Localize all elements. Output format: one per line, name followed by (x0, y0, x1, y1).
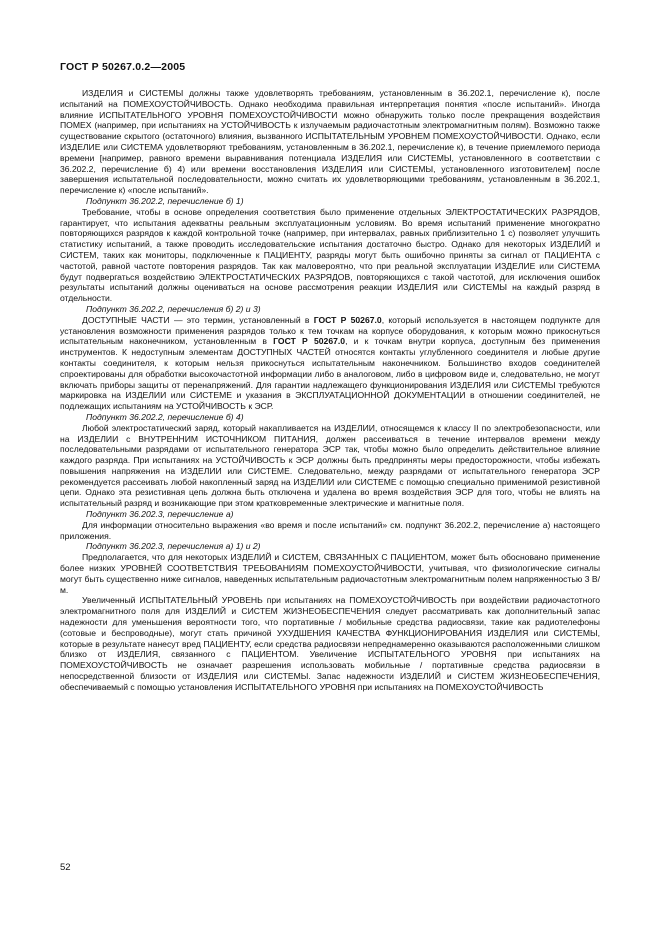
body-paragraph (60, 520, 600, 542)
paragraph-text: , который используется в настоящем подпункте для установления возможности применения разрядов только к тем точкам на корпусе оборудования, к которым можно прикоснуться испытательным наконечником, установленным в (60, 314, 600, 347)
subclause-reference: Подпункт 36.202.2, перечисление б) 1) (86, 195, 244, 206)
paragraph-text: Для информации относительно выражения «во время и после испытаний» см. подпункт 36.202.2, перечисление а) настоящего приложения. (60, 519, 600, 541)
document-header: ГОСТ Р 50267.0.2—2005 (60, 61, 186, 73)
body-paragraph (60, 315, 600, 412)
subclause-reference: Подпункт 36.202.3, перечисления а) 1) и 2) (86, 541, 261, 552)
body-paragraph (60, 207, 600, 304)
paragraph-text: Любой электростатический заряд, который накапливается на ИЗДЕЛИИ, относящемся к классу II по электробезопасности, или на ИЗДЕЛИИ с ВНУТРЕННИМ ИСТОЧНИКОМ ПИТАНИЯ, должен рассеиваться в течение интервалов времени между последовательными разрядами от испытательного генератора ЭСР так, чтобы можно было определить действительное влияние каждого разряда. При испытаниях на УСТОЙЧИВОСТЬ к ЭСР должны быть предприняты меры предосторожности, чтобы избежать повышения напряжения на ИЗДЕЛИИ или СИСТЕМЕ. Следовательно, между разрядами от испытательного генератора ЭСР рекомендуется рассеивать любой накопленный заряд на ИЗДЕЛИИ или СИСТЕМЕ с помощью специально применимой резистивной цепи. Однако эта резистивная цепь должна быть отключена и удалена во время воздействия ЭСР для того, чтобы не влиять на испытательный разряд и возникающие при этом кратковременные электрические и магнитные поля. (60, 422, 600, 509)
paragraph-text: Увеличенный ИСПЫТАТЕЛЬНЫЙ УРОВЕНЬ при испытаниях на ПОМЕХОУСТОЙЧИВОСТЬ при воздействии радиочастотного электромагнитного поля для ИЗДЕЛИЙ и СИСТЕМ ЖИЗНЕОБЕСПЕЧЕНИЯ следует рассматривать как дополнительный запас надежности для уменьшения вероятности того, что портативные / мобильные средства радиосвязи, такие как радиотелефоны (сотовые и беспроводные), могут стать причиной УХУДШЕНИЯ КАЧЕСТВА ФУНКЦИОНИРОВАНИЯ ИЗДЕЛИЯ или СИСТЕМЫ, которые в результате нанесут вред ПАЦИЕНТУ, если средства радиосвязи непреднамеренно оказываются расположенными слишком близко от ИЗДЕЛИЯ, связанного с ПАЦИЕНТОМ. Увеличение ИСПЫТАТЕЛЬНОГО УРОВНЯ при испытаниях на ПОМЕХОУСТОЙЧИВОСТЬ не означает разрешения использовать мобильные / портативные средства радиосвязи в непосредственной близости от ИЗДЕЛИЯ или СИСТЕМЫ. Запас надежности ИЗДЕЛИЙ и СИСТЕМ ЖИЗНЕОБЕСПЕЧЕНИЯ, обеспечиваемый с помощью установления ИСПЫТАТЕЛЬНОГО УРОВНЯ при испытаниях на ПОМЕХОУСТОЙЧИВОСТЬ (60, 595, 600, 692)
subclause-reference: Подпункт 36.202.2, перечисление б) 4) (86, 411, 244, 422)
subclause-reference: Подпункт 36.202.2, перечисления б) 2) и 3) (86, 303, 261, 314)
paragraph-text: ДОСТУПНЫЕ ЧАСТИ — это термин, установленный в (82, 314, 314, 325)
page-number: 52 (60, 862, 71, 873)
body-paragraph (60, 595, 600, 692)
document-body (60, 88, 600, 693)
paragraph-text: ИЗДЕЛИЯ и СИСТЕМЫ должны также удовлетворять требованиям, установленным в 36.202.1, перечисление к), после испытаний на ПОМЕХОУСТОЙЧИВОСТЬ. Однако необходима правильная интерпретация понятия «после испытаний». Иногда влияние ИСПЫТАТЕЛЬНОГО УРОВНЯ ПОМЕХОУСТОЙЧИВОСТИ можно обнаружить только после прекращения воздействия ПОМЕХ (например, при испытаниях на УСТОЙЧИВОСТЬ к излучаемым радиочастотным электромагнитным полям). Возможно также существование скрытого (остаточного) влияния, вызванного ИСПЫТАТЕЛЬНЫМ УРОВНЕМ ПОМЕХОУСТОЙЧИВОСТИ. Однако, если ИЗДЕЛИЕ или СИСТЕМА удовлетворяют требованиям, установленным в 36.202.1, перечисление к), в течение приемлемого периода времени [например, равного времени выравнивания потенциала ИЗДЕЛИЯ или СИСТЕМЫ, установленного в соответствии с 36.202.2, перечисление б) 4) или времени восстановления ИЗДЕЛИЯ или СИСТЕМЫ, установленного изготовителем] после завершения испытательной последовательности, можно считать их удовлетворяющими требованиям, установленным в 36.202.1, перечисление к) «после испытаний». (60, 88, 600, 196)
subclause-reference: Подпункт 36.202.3, перечисление а) (86, 509, 234, 520)
body-paragraph (60, 88, 600, 196)
paragraph-text: Требование, чтобы в основе определения соответствия было применение отдельных ЭЛЕКТРОСТАТИЧЕСКИХ РАЗРЯДОВ, гарантирует, что испытания адекватны реальным эксплуатационным условиям. Во время испытаний применение многократно повторяющихся разрядов к каждой контрольной точке (например, при интервалах, равных приблизительно 1 с) позволяет улучшить статистику испытаний, а также проводить исследовательские испытания достаточно быстро. Однако для некоторых ИЗДЕЛИЙ и СИСТЕМ, таких как мониторы, подключенные к ПАЦИЕНТУ, разряды могут быть ошибочно приняты за сигнал от ПАЦИЕНТА с частотой, равной частоте повторения разрядов. Так как маловероятно, что при реальной эксплуатации ИЗДЕЛИЕ или СИСТЕМА будут подвергаться воздействию ЭЛЕКТРОСТАТИЧЕСКИХ РАЗРЯДОВ, повторяющихся с такой частотой, для исключения ошибок результаты испытаний должны оцениваться на основе рассмотрения реакции ИЗДЕЛИЯ или СИСТЕМЫ на каждый разряд в отдельности. (60, 206, 600, 304)
body-paragraph (60, 552, 600, 595)
standard-reference: ГОСТ Р 50267.0 (313, 314, 382, 325)
body-paragraph (60, 423, 600, 509)
paragraph-text: Предполагается, что для некоторых ИЗДЕЛИЙ и СИСТЕМ, СВЯЗАННЫХ С ПАЦИЕНТОМ, может быть обосновано применение более низких УРОВНЕЙ СООТВЕТСТВИЯ ТРЕБОВАНИЯМ ПОМЕХОУСТОЙЧИВОСТИ, учитывая, что физиологические сигналы могут быть существенно ниже сигналов, наведенных испытательным радиочастотным электромагнитным полем напряженностью 3 В/м. (60, 552, 600, 595)
standard-reference: ГОСТ Р 50267.0 (273, 336, 346, 347)
paragraph-text: , и к точкам внутри корпуса, доступным без применения инструментов. К недоступным элементам ДОСТУПНЫХ ЧАСТЕЙ относятся контакты углубленного соединителя и любые другие контакты соединителя, к которым нельзя прикоснуться испытательным наконечником. Большинство входов соединителей спроектированы для обработки высокочастотной информации либо в аналоговом, либо в цифровом виде и, следовательно, не могут включать приборы защиты от перенапряжений. Для гарантии надлежащего функционирования ИЗДЕЛИЯ или СИСТЕМЫ требуются маркировка на ИЗДЕЛИИ или СИСТЕМЕ и указания в ЭКСПЛУАТАЦИОННОЙ ДОКУМЕНТАЦИИ в отношении соединителей, не подлежащих испытаниям на УСТОЙЧИВОСТЬ к ЭСР. (60, 336, 600, 412)
